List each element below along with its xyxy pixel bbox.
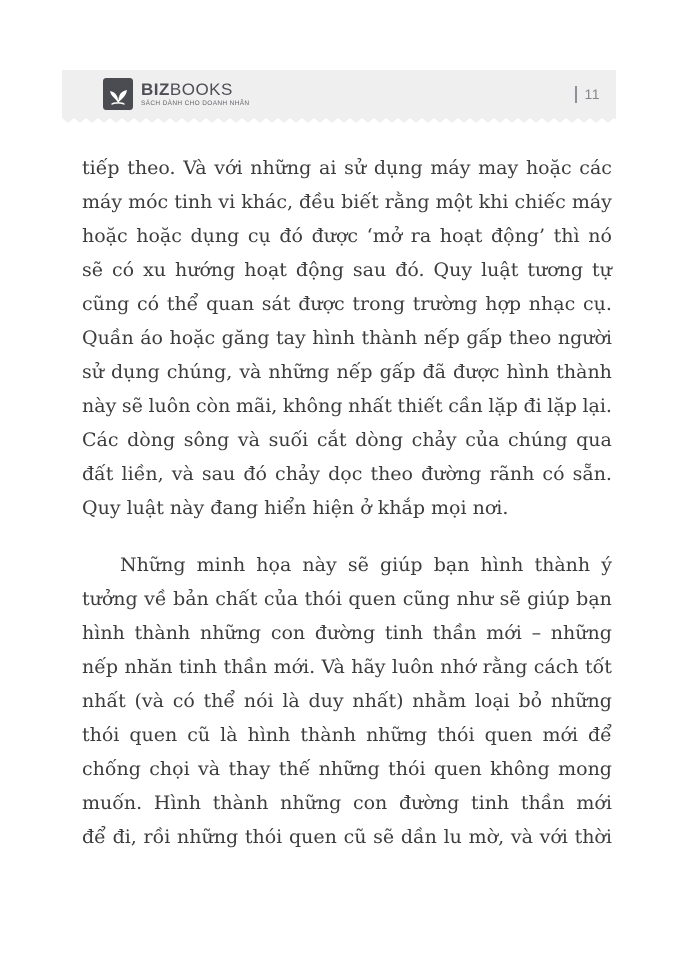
header-band (62, 70, 616, 118)
text-line: Những minh họa này sẽ giúp bạn hình thành ý (120, 554, 612, 576)
text-line: để đi, rồi những thói quen cũ sẽ dần lu mờ, và với thời (82, 826, 612, 848)
page-text (82, 151, 612, 854)
page-number-divider (575, 86, 577, 103)
text-line: chống chọi và thay thế những thói quen không mong (82, 758, 612, 780)
paragraph-1 (82, 151, 612, 525)
logo-title (141, 81, 249, 98)
bizbooks-logo-icon (103, 78, 133, 110)
text-line: này sẽ luôn còn mãi, không nhất thiết cần lặp đi lặp lại. (82, 395, 612, 417)
logo-title-books: BOOKS (169, 80, 233, 99)
perforation-edge (62, 118, 616, 124)
text-line: hình thành những con đường tinh thần mới – những (82, 622, 612, 644)
page-number: 11 (584, 86, 600, 102)
text-line: nếp nhăn tinh thần mới. Và hãy luôn nhớ rằng cách tốt (82, 656, 612, 678)
text-line: Quy luật này đang hiển hiện ở khắp mọi nơi. (82, 497, 509, 519)
text-line: Các dòng sông và suối cắt dòng chảy của chúng qua (82, 429, 612, 451)
text-line: nhất (và có thể nói là duy nhất) nhằm loại bỏ những (82, 690, 612, 712)
text-line: thói quen cũ là hình thành những thói quen mới để (82, 724, 612, 746)
page-number-block (575, 86, 600, 103)
text-line: hoặc hoặc dụng cụ đó được ‘mở ra hoạt động’ thì nó (82, 225, 612, 247)
logo-tagline: SÁCH DÀNH CHO DOANH NHÂN (141, 100, 250, 107)
logo-text (141, 81, 249, 107)
text-line: cũng có thể quan sát được trong trường hợp nhạc cụ. (82, 293, 612, 315)
text-line: máy móc tinh vi khác, đều biết rằng một khi chiếc máy (82, 191, 612, 213)
text-line: tiếp theo. Và với những ai sử dụng máy may hoặc các (82, 157, 612, 179)
text-line: sẽ có xu hướng hoạt động sau đó. Quy luật tương tự (82, 259, 612, 281)
text-line: tưởng về bản chất của thói quen cũng như sẽ giúp bạn (82, 588, 612, 610)
logo-title-biz: BIZ (141, 80, 170, 99)
text-line: Quần áo hoặc găng tay hình thành nếp gấp theo người (82, 327, 612, 349)
text-line: sử dụng chúng, và những nếp gấp đã được hình thành (82, 361, 612, 383)
text-line: muốn. Hình thành những con đường tinh thần mới (82, 792, 612, 814)
text-line: đất liền, và sau đó chảy dọc theo đường rãnh có sẵn. (82, 463, 612, 485)
paragraph-2 (82, 548, 612, 854)
bizbooks-logo (103, 78, 249, 110)
